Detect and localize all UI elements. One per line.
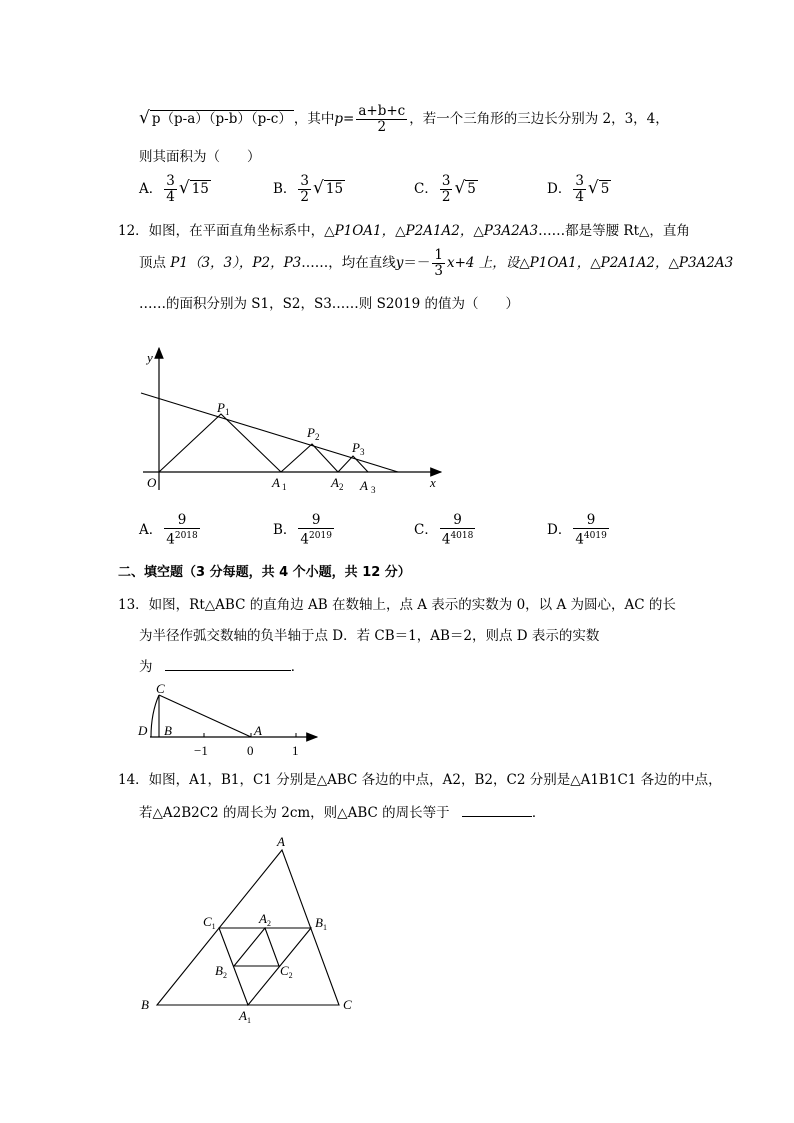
label-b: B [141,997,149,1012]
label-a1: $A_1$ [239,1008,251,1025]
q11-tail: ，若一个三角形的三边长分别为 2，3，4， [409,111,669,127]
radical-sign: √ [139,108,150,128]
q12-line3: ……的面积分别为 S1，S2，S3……则 S2019 的值为（ ） [139,296,519,312]
denominator: 2 [377,119,387,135]
label-c: C [156,681,165,696]
label-a: A [277,834,285,849]
triangle-p2 [281,444,338,472]
q13-line2: 为半径作弧交数轴的负半轴于点 D．若 CB＝1，AB＝2，则点 D 表示的实数 [139,628,600,644]
label-a: A [254,723,262,738]
q13-line1: 13．如图，Rt△ABC 的直角边 AB 在数轴上，点 A 表示的实数为 0，以 A 为圆心，AC 的长 [118,597,676,613]
label-c2: $C_2$ [280,963,293,980]
q11-line1 [139,104,669,135]
q12-figure [135,345,455,497]
label-d: D [138,723,148,738]
q12-option-d[interactable]: D． $\frac{9}{4^{4019}}$ [547,512,607,548]
label-a1: A $_1$ [272,475,287,492]
q12-line1: 12．如图，在平面直角坐标系中，△P1OA1，△P2A1A2，△P3A2A3……都是等腰 Rt△，直角 [118,223,690,239]
section-heading: 二、填空题（3 分每题，共 4 个小题，共 12 分） [118,565,411,580]
label-y: y [147,350,153,365]
equals: = [343,111,355,127]
q14-answer-blank[interactable] [462,802,532,817]
arc-cd [151,695,159,737]
q14-line1: 14．如图，A1，B1，C1 分别是△ABC 各边的中点，A2，B2，C2 分别是△A1B1C1 各边的中点， [118,772,722,788]
segment-ca [159,695,251,737]
q13-line3: 为 ． [139,655,304,675]
q11-option-b[interactable]: B． $\frac{3}{2}$ √ 15 [273,173,344,205]
q12-option-c[interactable]: C． $\frac{9}{4^{4018}}$ [414,512,474,548]
q13-answer-blank[interactable] [165,656,291,671]
label-p2: $P_2$ [307,425,320,442]
label-p3: $P_3$ [352,440,365,457]
p-fraction [356,104,407,135]
tick-label-0: 0 [247,743,254,758]
triangle-a2b2c2 [234,928,279,966]
heron-radicand: p（p-a）（p-b）（p-c） [151,111,292,127]
q11-option-d[interactable]: D． $\frac{3}{4}$ √ 5 [547,173,610,205]
q11-option-c[interactable]: C． $\frac{3}{2}$ √ 5 [414,173,476,205]
q14-line2: 若△A2B2C2 的周长为 2cm，则△ABC 的周长等于 ． [139,801,545,821]
label-p1: $P_1$ [217,400,230,417]
label-b1: $B_1$ [315,915,327,932]
label-b2: $B_2$ [215,963,227,980]
q12-options [139,513,659,555]
label-o: O [147,475,157,490]
q11-line2: 则其面积为（ ） [139,149,261,165]
label-x: x [430,475,436,490]
tick-label-1: 1 [292,743,299,758]
label-a2: $A_2$ [259,911,271,928]
q13-figure [135,680,325,760]
label-a3: A $_3$ [360,478,376,495]
tick-label-neg1: −1 [194,743,208,758]
q12-option-b[interactable]: B． $\frac{9}{4^{2019}}$ [273,512,332,548]
q12-line2: 顶点 P1（3，3），P2，P3……，均在直线y＝－ $\frac{1}{3}$ x+4 上，设△P1OA1，△P2A1A2，△P3A2A3 [139,247,734,279]
q14-figure [135,830,365,1025]
label-a2: $A_2$ [331,475,344,492]
q11-option-a[interactable]: A． $\frac{3}{4}$ √ 15 [139,173,209,205]
q12-option-a[interactable]: A． $\frac{9}{4^{2018}}$ [139,512,198,548]
label-c: C [343,997,352,1012]
label-b: B [164,723,172,738]
q11-options [139,174,659,214]
label-c1: $C_1$ [203,914,216,931]
q11-text: ，其中 [293,111,335,127]
numerator: a+b+c [358,103,406,119]
var-p: p [334,111,344,127]
triangle-p1 [159,414,281,472]
